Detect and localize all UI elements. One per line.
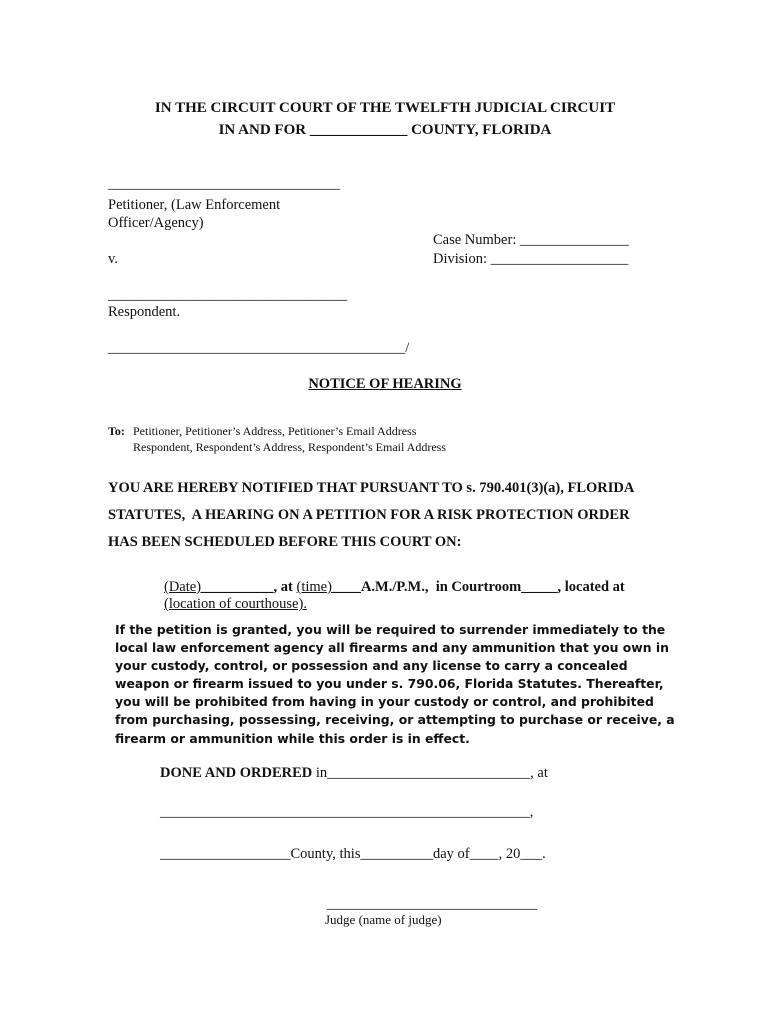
case-number-field: Case Number: _______________ bbox=[433, 232, 629, 248]
respondent-label: Respondent. bbox=[108, 304, 181, 320]
courthouse-location-field: (location of courthouse). bbox=[164, 596, 307, 612]
notice-line2: STATUTES, A HEARING ON A PETITION FOR A RISK PROTECTION ORDER bbox=[108, 507, 630, 523]
located-at-label: , located at bbox=[557, 579, 625, 595]
surrender-warning-paragraph: If the petition is granted, you will be required to surrender immediately to the local law enforcement agency all firearms and any ammunition that you own in your custody, control, or possession and any license to carry a concealed weapon or firearm issued to you under s. 790.06, Florida Statutes. Thereafter, you will be prohibited from having in your custody or control, and prohibited from purchasing, possessing, receiving, or attempting to purchase or receive, a firearm or ammunition while this order is in effect. bbox=[115, 622, 675, 746]
hearing-at-label: , at bbox=[273, 579, 297, 595]
respondent-signature-line: _________________________________ bbox=[108, 287, 348, 303]
judge-label: Judge (name of judge) bbox=[325, 912, 442, 927]
done-and-ordered-label: DONE AND ORDERED bbox=[160, 765, 313, 781]
court-header-line2: IN AND FOR _____________ COUNTY, FLORIDA bbox=[218, 122, 552, 138]
hearing-details bbox=[164, 579, 625, 596]
hearing-time-field: (time)____ bbox=[296, 579, 361, 595]
petitioner-label-line2: Officer/Agency) bbox=[108, 215, 204, 231]
caption-closing-line: _________________________________________/ bbox=[108, 340, 410, 356]
done-and-ordered-line bbox=[160, 765, 548, 782]
court-header-line1: IN THE CIRCUIT COURT OF THE TWELFTH JUDICIAL CIRCUIT bbox=[154, 100, 616, 116]
done-location-line2: ___________________________________________________, bbox=[160, 804, 534, 820]
petitioner-label-line1: Petitioner, (Law Enforcement bbox=[108, 197, 281, 213]
notice-line1: YOU ARE HEREBY NOTIFIED THAT PURSUANT TO s. 790.401(3)(a), FLORIDA bbox=[108, 480, 635, 496]
to-recipient-respondent: Respondent, Respondent’s Address, Respondent’s Email Address bbox=[133, 440, 446, 454]
document-title: NOTICE OF HEARING bbox=[308, 376, 462, 392]
to-label: To: bbox=[108, 424, 125, 438]
division-field: Division: ___________________ bbox=[433, 251, 629, 267]
notice-line3: HAS BEEN SCHEDULED BEFORE THIS COURT ON: bbox=[108, 534, 462, 550]
courtroom-field: _____ bbox=[521, 579, 558, 595]
county-date-line: __________________County, this__________day of____, 20___. bbox=[160, 846, 546, 862]
versus-label: v. bbox=[108, 251, 118, 267]
to-recipient-petitioner: Petitioner, Petitioner’s Address, Petitioner’s Email Address bbox=[133, 424, 417, 438]
hearing-date-field: (Date)__________ bbox=[164, 579, 274, 595]
petitioner-signature-line: ________________________________ bbox=[108, 176, 340, 192]
judge-signature-line: _____________________________ bbox=[327, 896, 538, 912]
hearing-courtroom-label: A.M./P.M., in Courtroom bbox=[360, 579, 522, 595]
done-location-field: in____________________________, at bbox=[312, 765, 548, 781]
